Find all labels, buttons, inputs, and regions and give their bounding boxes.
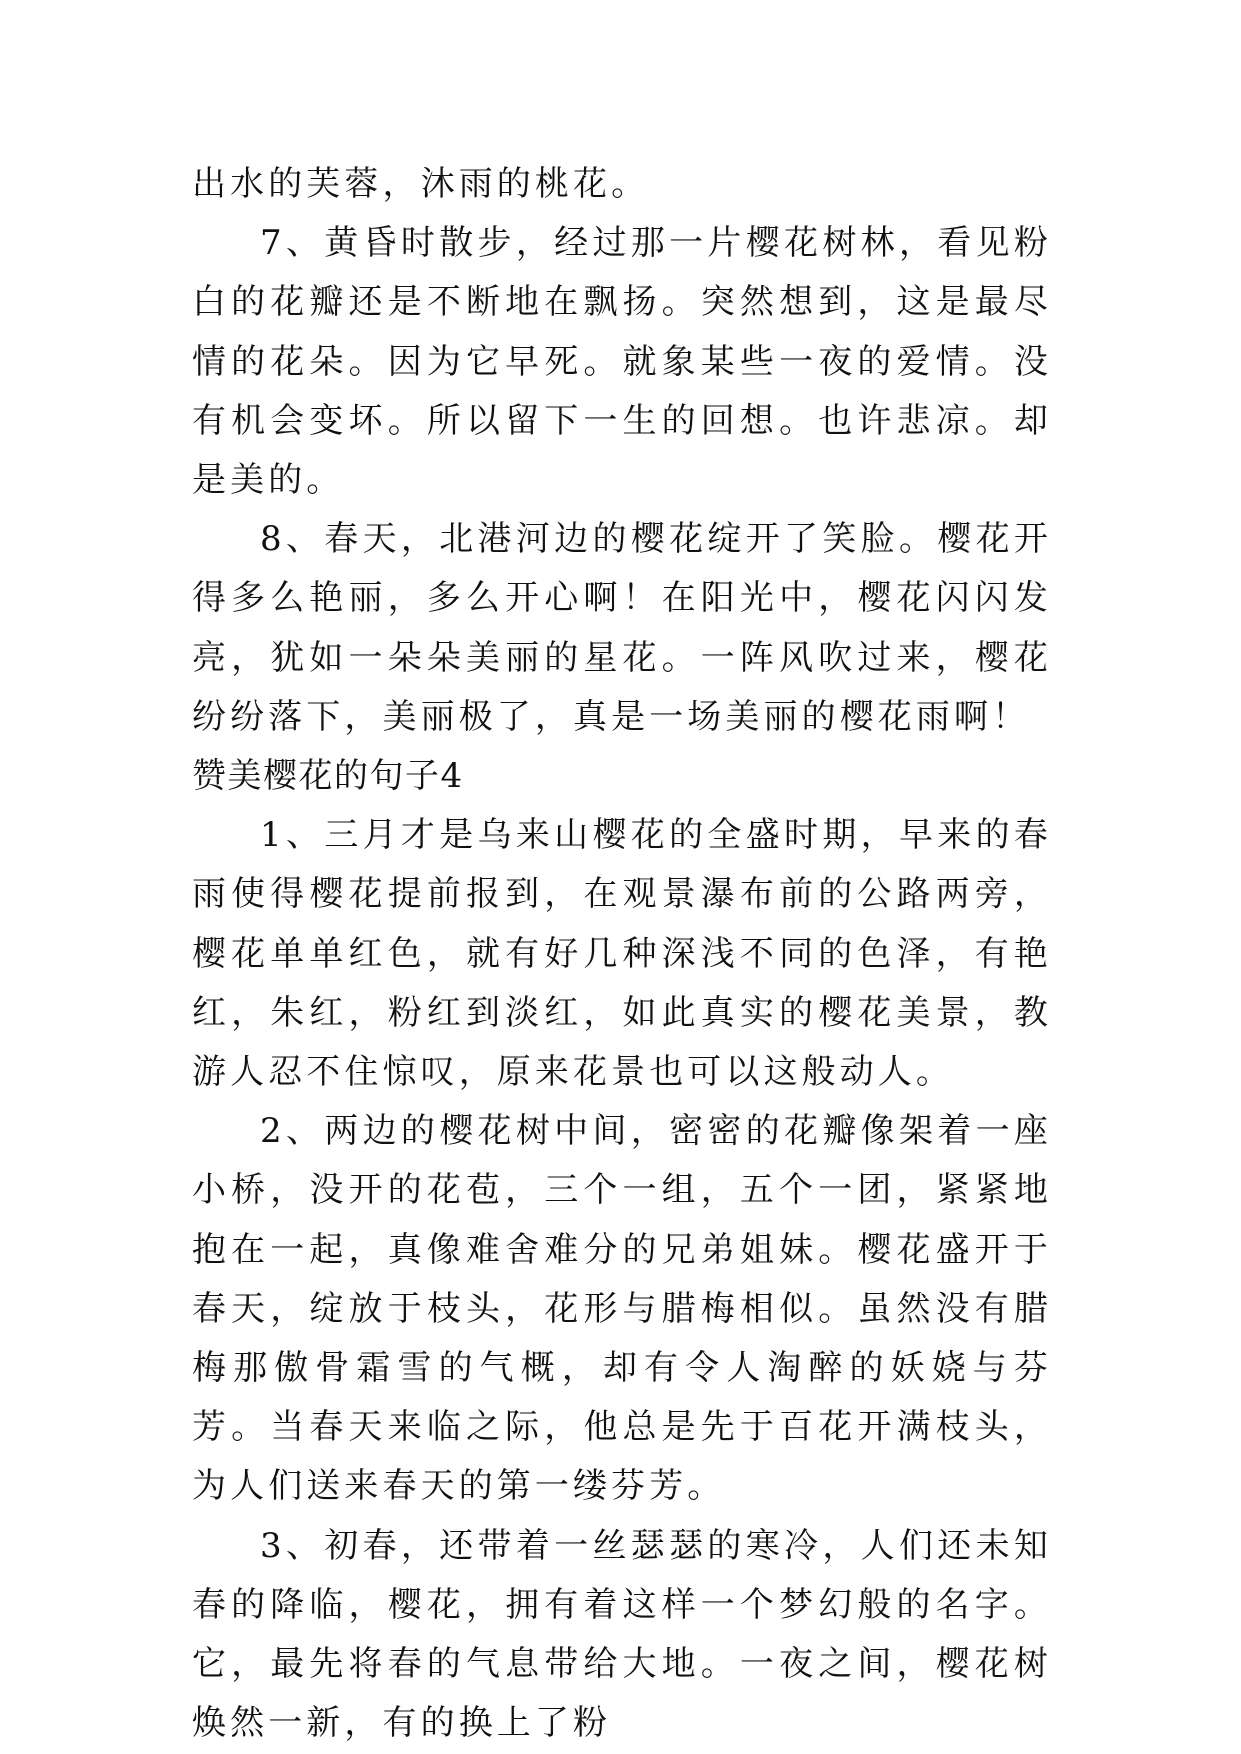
section-heading: 赞美樱花的句子4: [192, 756, 464, 797]
paragraph-item-2: 2、两边的樱花树中间，密密的花瓣像架着一座小桥，没开的花苞，三个一组，五个一团，紧紧地抱在一起，真像难舍难分的兄弟姐妹。樱花盛开于春天，绽放于枝头，花形与腊梅相似。虽然没有腊梅那傲骨霜雪的气概，却有令人淘醉的妖娆与芬芳。当春天来临之际，他总是先于百花开满枝头，为人们送来春天的第一缕芬芳。: [192, 1111, 1052, 1507]
paragraph: 出水的芙蓉，沐雨的桃花。: [192, 164, 650, 204]
paragraph-item-8: 8、春天，北港河边的樱花绽开了笑脸。樱花开得多么艳丽，多么开心啊！在阳光中，樱花闪闪发亮，犹如一朵朵美丽的星花。一阵风吹过来，樱花纷纷落下，美丽极了，真是一场美丽的樱花雨啊！: [192, 519, 1052, 737]
paragraph-item-1: 1、三月才是乌来山樱花的全盛时期，早来的春雨使得樱花提前报到，在观景瀑布前的公路两旁，樱花单单红色，就有好几种深浅不同的色泽，有艳红，朱红，粉红到淡红，如此真实的樱花美景，教游人忍不住惊叹，原来花景也可以这般动人。: [192, 815, 1052, 1093]
paragraph-item-3: 3、初春，还带着一丝瑟瑟的寒冷，人们还未知春的降临，樱花，拥有着这样一个梦幻般的名字。它，最先将春的气息带给大地。一夜之间，樱花树焕然一新，有的换上了粉: [192, 1525, 1052, 1744]
paragraph-item-7: 7、黄昏时散步，经过那一片樱花树林，看见粉白的花瓣还是不断地在飘扬。突然想到，这是最尽情的花朵。因为它早死。就象某些一夜的爱情。没有机会变坏。所以留下一生的回想。也许悲凉。却是美的。: [192, 223, 1052, 501]
document-body: [192, 155, 1052, 1753]
